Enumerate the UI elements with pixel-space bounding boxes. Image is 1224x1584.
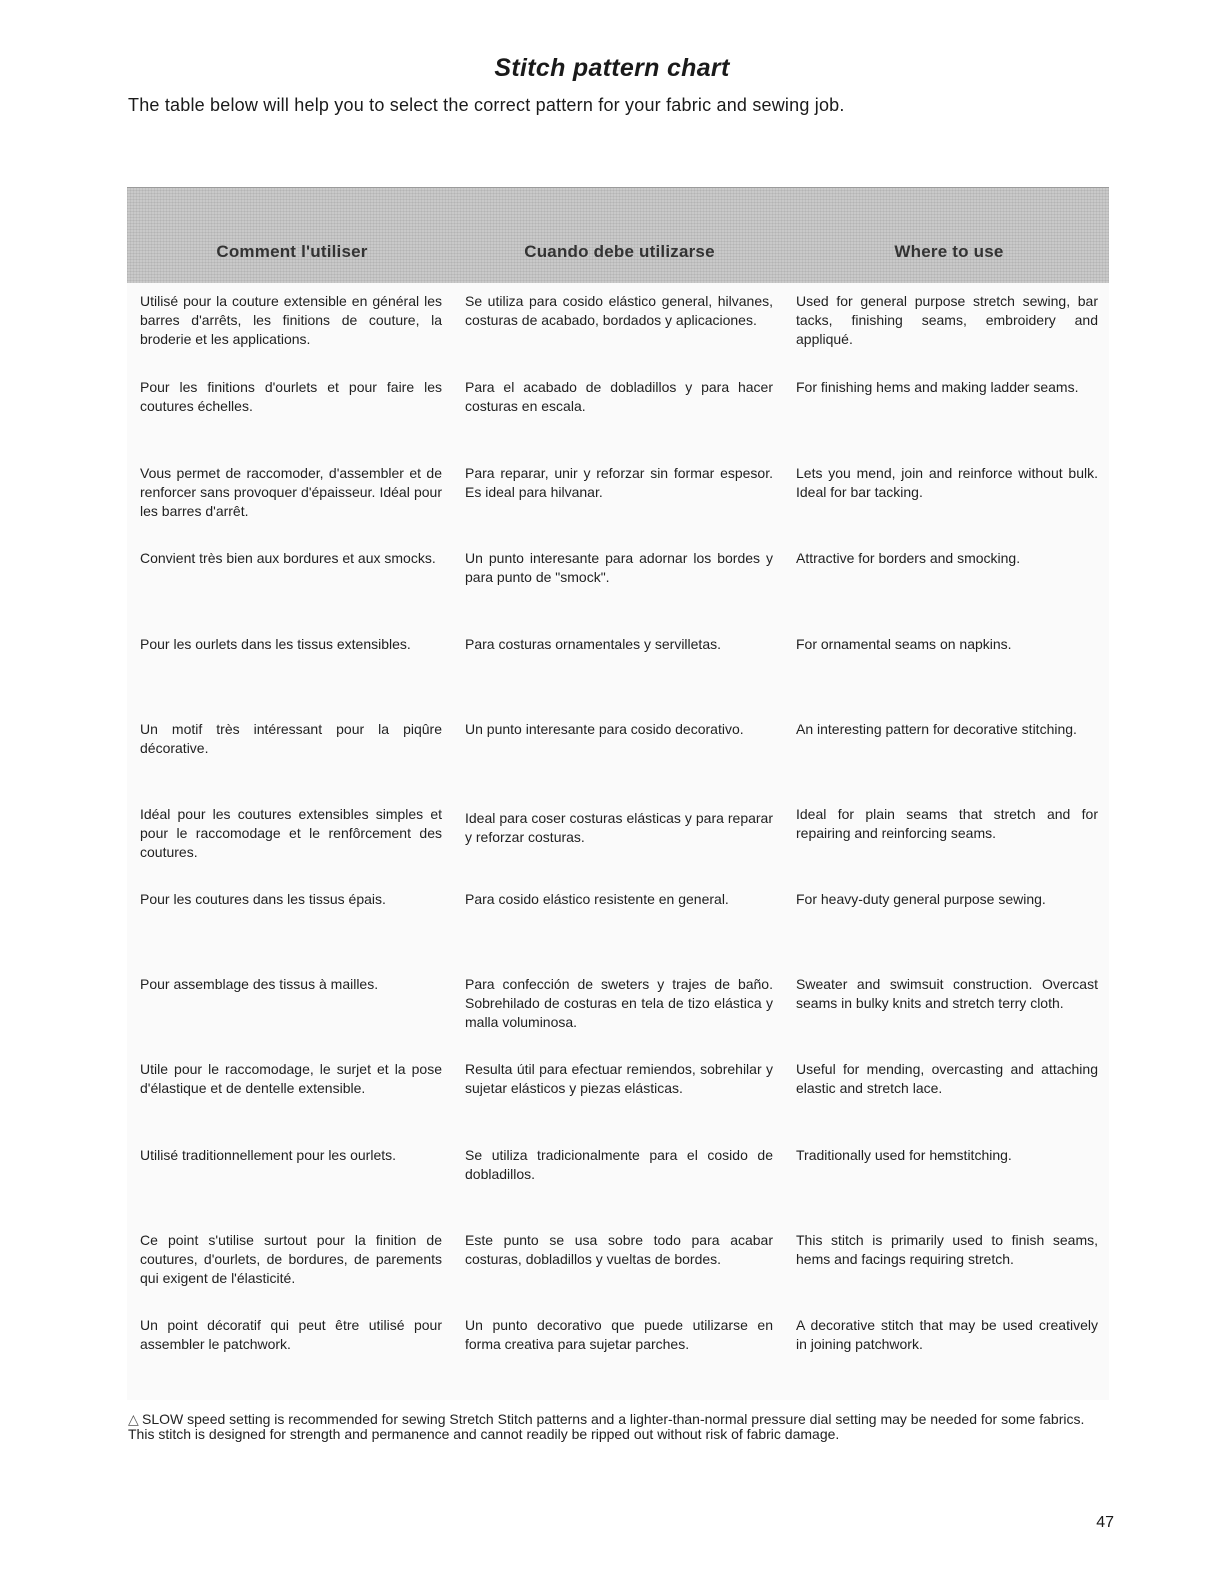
cell-spanish: Un punto interesante para cosido decorativo. [465, 721, 744, 737]
header-french: Comment l'utiliser [216, 242, 368, 261]
cell-french: Un motif très intéressant pour la piqûre décorative. [140, 721, 442, 756]
cell-spanish: Un punto interesante para adornar los bordes y para punto de "smock". [465, 550, 773, 585]
cell-spanish: Para costuras ornamentales y servilletas. [465, 636, 721, 652]
cell-spanish: Un punto decorativo que puede utilizarse en forma creativa para sujetar parches. [465, 1317, 773, 1352]
header-english: Where to use [894, 242, 1004, 261]
cell-french: Ce point s'utilise surtout pour la finition de coutures, d'ourlets, de bordures, de parements qui exigent de l'élasticité. [140, 1232, 442, 1286]
cell-english: Lets you mend, join and reinforce without bulk. Ideal for bar tacking. [796, 465, 1098, 500]
cell-english: Useful for mending, overcasting and attaching elastic and stretch lace. [796, 1061, 1098, 1096]
cell-english: An interesting pattern for decorative stitching. [796, 721, 1077, 737]
cell-spanish: Este punto se usa sobre todo para acabar costuras, dobladillos y vueltas de bordes. [465, 1232, 773, 1267]
cell-spanish: Para confección de sweters y trajes de baño. Sobrehilado de costuras en tela de tizo elástica y malla voluminosa. [465, 976, 773, 1030]
cell-spanish: Para reparar, unir y reforzar sin formar espesor. Es ideal para hilvanar. [465, 465, 773, 500]
cell-english: For ornamental seams on napkins. [796, 636, 1012, 652]
footnote [128, 1412, 1110, 1442]
cell-spanish: Para el acabado de dobladillos y para hacer costuras en escala. [465, 379, 773, 414]
cell-french: Idéal pour les coutures extensibles simples et pour le raccomodage et le renfôrcement des coutures. [140, 806, 442, 860]
cell-french: Un point décoratif qui peut être utilisé pour assembler le patchwork. [140, 1317, 442, 1352]
table-header [127, 187, 1109, 284]
table-body [127, 283, 1109, 1400]
cell-english: Sweater and swimsuit construction. Overcast seams in bulky knits and stretch terry cloth. [796, 976, 1098, 1011]
cell-french: Vous permet de raccomoder, d'assembler et de renforcer sans provoquer d'épaisseur. Idéal pour les barres d'arrêt. [140, 465, 442, 519]
cell-spanish: Se utiliza tradicionalmente para el cosido de dobladillos. [465, 1147, 773, 1182]
cell-spanish: Resulta útil para efectuar remiendos, sobrehilar y sujetar elásticos y piezas elásticas. [465, 1061, 773, 1096]
cell-french: Convient très bien aux bordures et aux smocks. [140, 550, 436, 566]
cell-french: Pour les ourlets dans les tissus extensibles. [140, 636, 411, 652]
cell-french: Pour les coutures dans les tissus épais. [140, 891, 386, 907]
cell-spanish: Se utiliza para cosido elástico general, hilvanes, costuras de acabado, bordados y aplicaciones. [465, 293, 773, 328]
cell-french: Pour assemblage des tissus à mailles. [140, 976, 379, 992]
cell-french: Pour les finitions d'ourlets et pour faire les coutures échelles. [140, 379, 442, 414]
page-number: 47 [1096, 1514, 1114, 1531]
cell-spanish: Ideal para coser costuras elásticas y para reparar y reforzar costuras. [465, 810, 773, 845]
cell-french: Utilisé traditionnellement pour les ourlets. [140, 1147, 397, 1163]
cell-english: A decorative stitch that may be used creatively in joining patchwork. [796, 1317, 1098, 1352]
page-title: Stitch pattern chart [494, 54, 730, 82]
footnote-text: SLOW speed setting is recommended for sewing Stretch Stitch patterns and a lighter-than-normal pressure dial setting may be needed for some fabrics. This stitch is designed for strength and permanence and cannot readily be ripped out without risk of fabric damage. [128, 1411, 1085, 1442]
cell-french: Utile pour le raccomodage, le surjet et la pose d'élastique et de dentelle extensible. [140, 1061, 442, 1096]
cell-english: Traditionally used for hemstitching. [796, 1147, 1012, 1163]
cell-english: Attractive for borders and smocking. [796, 550, 1021, 566]
cell-english: This stitch is primarily used to finish seams, hems and facings requiring stretch. [796, 1232, 1098, 1267]
cell-french: Utilisé pour la couture extensible en général les barres d'arrêts, les finitions de couture, la broderie et les applications. [140, 293, 442, 347]
warning-triangle-icon: △ [128, 1411, 139, 1427]
cell-english: For finishing hems and making ladder seams. [796, 379, 1079, 395]
cell-spanish: Para cosido elástico resistente en general. [465, 891, 729, 907]
intro-text: The table below will help you to select the correct pattern for your fabric and sewing job. [128, 95, 845, 115]
cell-english: For heavy-duty general purpose sewing. [796, 891, 1046, 907]
cell-english: Used for general purpose stretch sewing, bar tacks, finishing seams, embroidery and appliqué. [796, 293, 1098, 347]
header-spanish: Cuando debe utilizarse [524, 242, 715, 261]
cell-english: Ideal for plain seams that stretch and for repairing and reinforcing seams. [796, 806, 1098, 841]
